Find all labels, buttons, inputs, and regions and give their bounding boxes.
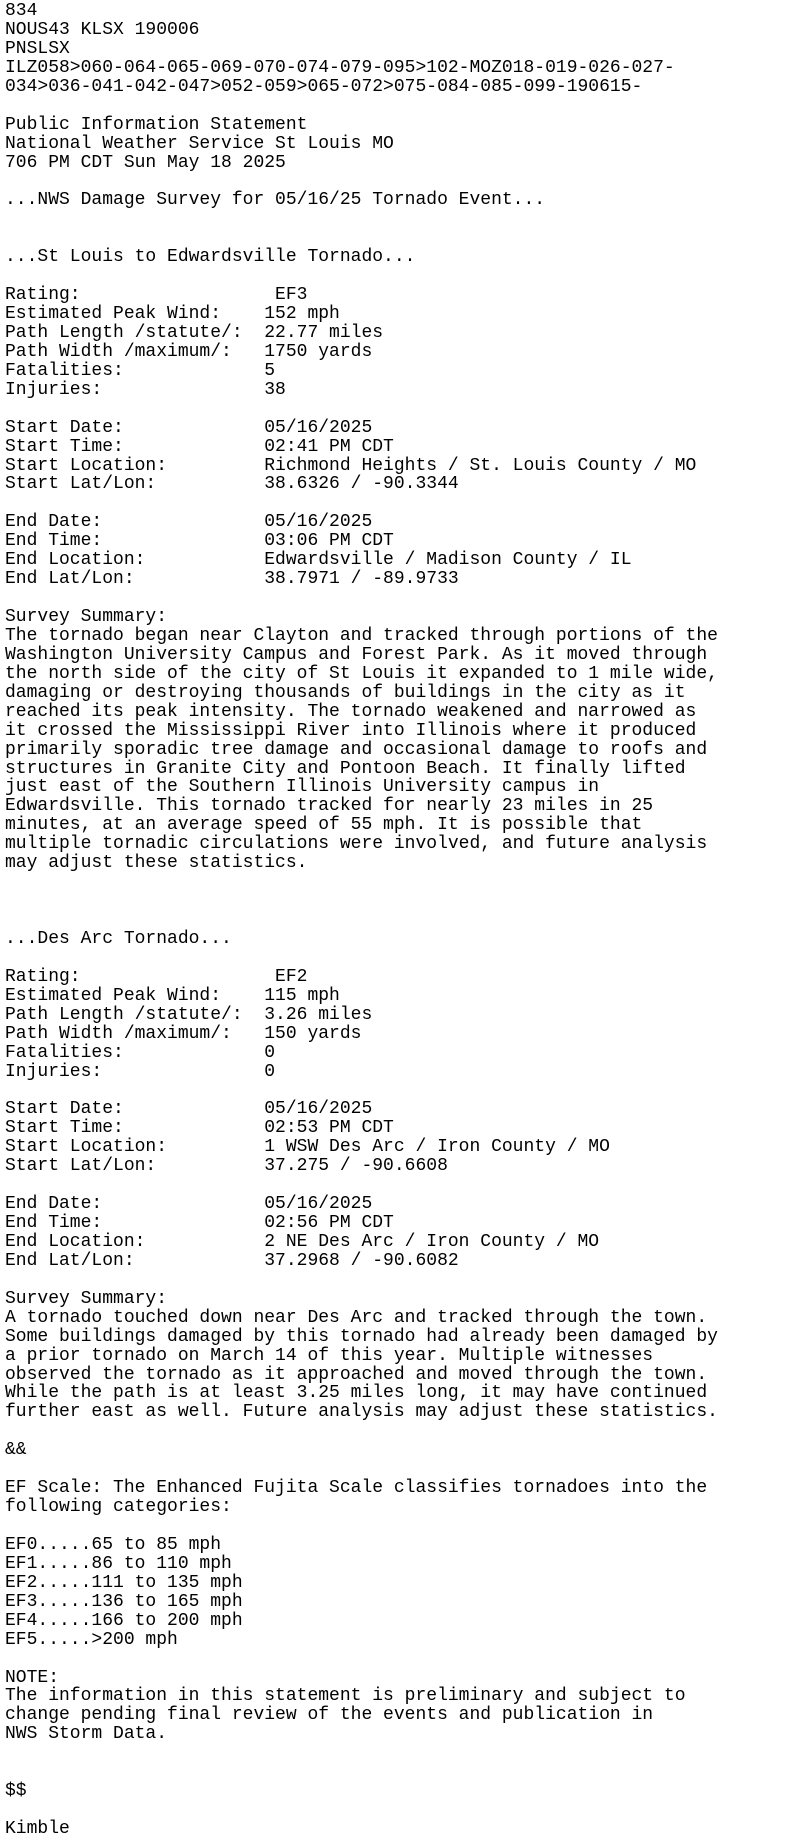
statement-line: Start Date: 05/16/2025	[5, 1099, 373, 1120]
statement-line	[5, 229, 802, 248]
statement-line	[5, 210, 802, 229]
statement-line: damaging or destroying thousands of buildings in the city as it	[5, 682, 686, 703]
statement-line	[5, 911, 802, 930]
statement-line	[5, 1763, 802, 1782]
statement-line: Kimble	[5, 1819, 70, 1839]
statement-line: 706 PM CDT Sun May 18 2025	[5, 152, 286, 173]
statement-line: Some buildings damaged by this tornado had already been damaged by	[5, 1326, 718, 1347]
statement-line: End Lat/Lon: 37.2968 / -90.6082	[5, 1250, 459, 1271]
statement-line: Start Lat/Lon: 37.275 / -90.6608	[5, 1156, 448, 1177]
statement-line: ...Des Arc Tornado...	[5, 928, 232, 949]
statement-line: The tornado began near Clayton and tracked through portions of the	[5, 625, 718, 646]
statement-line: Start Time: 02:53 PM CDT	[5, 1118, 394, 1139]
statement-line: End Location: Edwardsville / Madison County / IL	[5, 550, 632, 571]
statement-line	[5, 1422, 802, 1441]
statement-line: may adjust these statistics.	[5, 853, 308, 874]
statement-line: observed the tornado as it approached and moved through the town.	[5, 1364, 708, 1385]
statement-line	[5, 1517, 802, 1536]
statement-line: multiple tornadic circulations were involved, and future analysis	[5, 834, 708, 855]
statement-line: Survey Summary:	[5, 1288, 168, 1309]
statement-line: primarily sporadic tree damage and occasional damage to roofs and	[5, 739, 708, 760]
statement-line: minutes, at an average speed of 55 mph. It is possible that	[5, 815, 643, 836]
statement-line: While the path is at least 3.25 miles long, it may have continued	[5, 1383, 708, 1404]
statement-line: NWS Storm Data.	[5, 1724, 168, 1745]
statement-line: ...St Louis to Edwardsville Tornado...	[5, 247, 416, 268]
statement-line: Injuries: 38	[5, 379, 286, 400]
statement-line	[5, 1081, 802, 1100]
statement-line: further east as well. Future analysis may adjust these statistics.	[5, 1402, 718, 1423]
statement-line: National Weather Service St Louis MO	[5, 133, 394, 154]
statement-line: EF Scale: The Enhanced Fujita Scale classifies tornadoes into the	[5, 1478, 708, 1499]
statement-line: Start Lat/Lon: 38.6326 / -90.3344	[5, 474, 459, 495]
statement-line: Path Width /maximum/: 150 yards	[5, 1023, 362, 1044]
statement-line	[5, 97, 802, 116]
statement-line: A tornado touched down near Des Arc and tracked through the town.	[5, 1307, 708, 1328]
statement-line	[5, 494, 802, 513]
statement-line	[5, 1271, 802, 1290]
statement-line: Rating: EF2	[5, 966, 308, 987]
statement-line	[5, 892, 802, 911]
statement-line: Washington University Campus and Forest Park. As it moved through	[5, 644, 708, 665]
statement-line: NOUS43 KLSX 190006	[5, 19, 200, 40]
statement-line: ...NWS Damage Survey for 05/16/25 Tornado Event...	[5, 190, 546, 211]
statement-line: Start Date: 05/16/2025	[5, 417, 373, 438]
statement-line	[5, 1801, 802, 1820]
statement-line: 834	[5, 1, 38, 21]
statement-line: Path Length /statute/: 3.26 miles	[5, 1004, 373, 1025]
statement-line: Public Information Statement	[5, 114, 308, 135]
statement-line: Edwardsville. This tornado tracked for nearly 23 miles in 25	[5, 796, 654, 817]
statement-line: it crossed the Mississippi River into Illinois where it produced	[5, 720, 697, 741]
statement-line: Path Length /statute/: 22.77 miles	[5, 322, 384, 343]
statement-line: the north side of the city of St Louis it expanded to 1 mile wide,	[5, 663, 718, 684]
statement-line: EF3.....136 to 165 mph	[5, 1591, 243, 1612]
statement-line: a prior tornado on March 14 of this year. Multiple witnesses	[5, 1345, 654, 1366]
statement-line: End Lat/Lon: 38.7971 / -89.9733	[5, 569, 459, 590]
statement-line: End Time: 02:56 PM CDT	[5, 1213, 394, 1233]
statement-line: reached its peak intensity. The tornado weakened and narrowed as	[5, 701, 697, 722]
statement-line: Start Location: 1 WSW Des Arc / Iron County / MO	[5, 1137, 610, 1158]
statement-line: The information in this statement is preliminary and subject to	[5, 1686, 686, 1707]
statement-line	[5, 589, 802, 608]
statement-line: PNSLSX	[5, 38, 70, 59]
statement-line: EF0.....65 to 85 mph	[5, 1534, 222, 1555]
statement-line	[5, 267, 802, 286]
statement-line: End Date: 05/16/2025	[5, 1194, 373, 1215]
statement-line: Rating: EF3	[5, 285, 308, 306]
statement-line	[5, 873, 802, 892]
statement-line	[5, 1650, 802, 1669]
statement-line: Survey Summary:	[5, 607, 168, 627]
statement-line	[5, 400, 802, 419]
statement-line: structures in Granite City and Pontoon Beach. It finally lifted	[5, 758, 686, 779]
statement-line	[5, 172, 802, 191]
statement-line: NOTE:	[5, 1667, 60, 1688]
statement-line: Path Width /maximum/: 1750 yards	[5, 341, 373, 362]
statement-line: EF1.....86 to 110 mph	[5, 1553, 232, 1574]
statement-line: just east of the Southern Illinois University campus in	[5, 777, 600, 798]
statement-line: Start Location: Richmond Heights / St. Louis County / MO	[5, 455, 697, 476]
statement-line	[5, 949, 802, 968]
statement-line: 034>036-041-042-047>052-059>065-072>075-084-085-099-190615-	[5, 76, 643, 97]
statement-line	[5, 1176, 802, 1195]
statement-line: Estimated Peak Wind: 152 mph	[5, 304, 340, 324]
statement-line: Injuries: 0	[5, 1061, 276, 1082]
statement-line: $$	[5, 1781, 27, 1802]
statement-line: EF4.....166 to 200 mph	[5, 1610, 243, 1631]
statement-line	[5, 1744, 802, 1763]
statement-line: EF5.....>200 mph	[5, 1629, 178, 1650]
statement-line: EF2.....111 to 135 mph	[5, 1572, 243, 1593]
statement-line	[5, 1460, 802, 1479]
statement-line: End Time: 03:06 PM CDT	[5, 531, 394, 552]
statement-line: ILZ058>060-064-065-069-070-074-079-095>102-MOZ018-019-026-027-	[5, 57, 675, 78]
statement-line: End Date: 05/16/2025	[5, 512, 373, 533]
statement-line: &&	[5, 1440, 27, 1461]
statement-line: change pending final review of the events and publication in	[5, 1705, 654, 1726]
statement-line: Fatalities: 0	[5, 1042, 276, 1063]
statement-line: following categories:	[5, 1497, 232, 1518]
statement-line: End Location: 2 NE Des Arc / Iron County / MO	[5, 1231, 600, 1252]
statement-line: Fatalities: 5	[5, 360, 276, 381]
statement-line: Estimated Peak Wind: 115 mph	[5, 985, 340, 1006]
statement-line: Start Time: 02:41 PM CDT	[5, 436, 394, 457]
